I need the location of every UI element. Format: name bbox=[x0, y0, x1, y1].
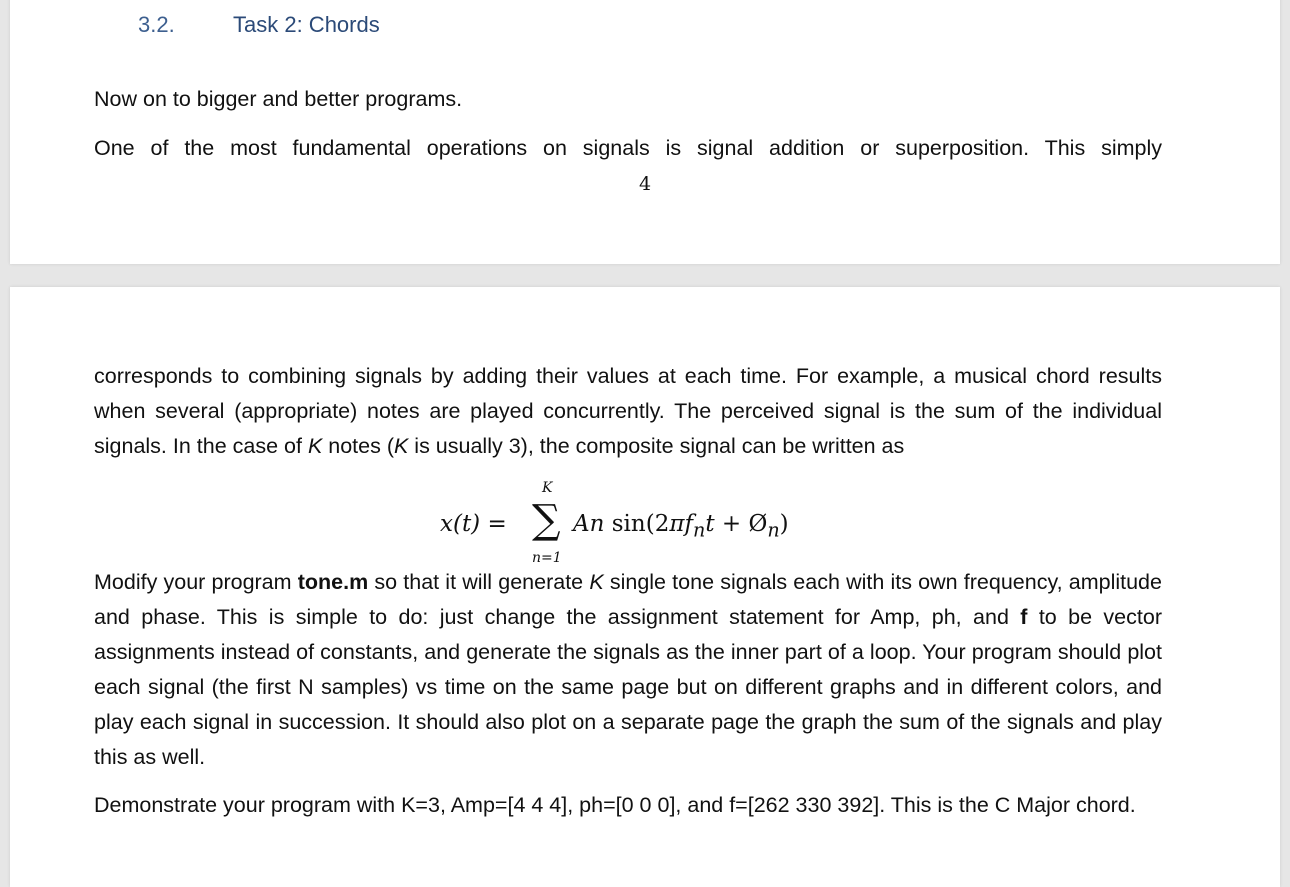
section-number: 3.2. bbox=[138, 12, 175, 37]
summation-symbol: ∑ bbox=[532, 497, 561, 543]
section-title: Task 2: Chords bbox=[233, 12, 380, 37]
page-number: 4 bbox=[638, 173, 652, 195]
sum-upper-limit: K bbox=[542, 480, 553, 496]
document-page-1 bbox=[10, 0, 1280, 264]
paragraph-superposition-continued: corresponds to combining signals by adding their values at each time. For example, a musical chord results when several (appropriate) notes are played concurrently. The perceived signal is the sum of the individual signals. In the case of K notes (K is usually 3), the composite signal can be written as bbox=[94, 364, 1162, 458]
paragraph-demonstrate: Demonstrate your program with K=3, Amp=[4 4 4], ph=[0 0 0], and f=[262 330 392]. This is the C Major chord. bbox=[94, 793, 1136, 817]
paragraph-modify-program: Modify your program tone.m so that it will generate K single tone signals each with its own frequency, amplitude and phase. This is simple to do: just change the assignment statement for Amp, ph, and f to be vector assignments instead of constants, and generate the signals as the inner part of a loop. Your program should plot each signal (the first N samples) vs time on the same page but on different graphs and in different colors, and play each signal in succession. It should also plot on a separate page the graph the sum of the signals and play this as well. bbox=[94, 570, 1162, 769]
paragraph-intro: Now on to bigger and better programs. bbox=[94, 87, 463, 111]
sum-lower-limit: n=1 bbox=[532, 550, 562, 566]
document-page-2 bbox=[10, 287, 1280, 887]
paragraph-superposition-start: One of the most fundamental operations on signals is signal addition or superposition. This simply bbox=[94, 136, 1162, 160]
equation-lhs: x(t) = bbox=[440, 511, 507, 537]
equation-rhs: An $\sin(2\pi f_nt$ + $Ø_n$) bbox=[573, 511, 789, 542]
